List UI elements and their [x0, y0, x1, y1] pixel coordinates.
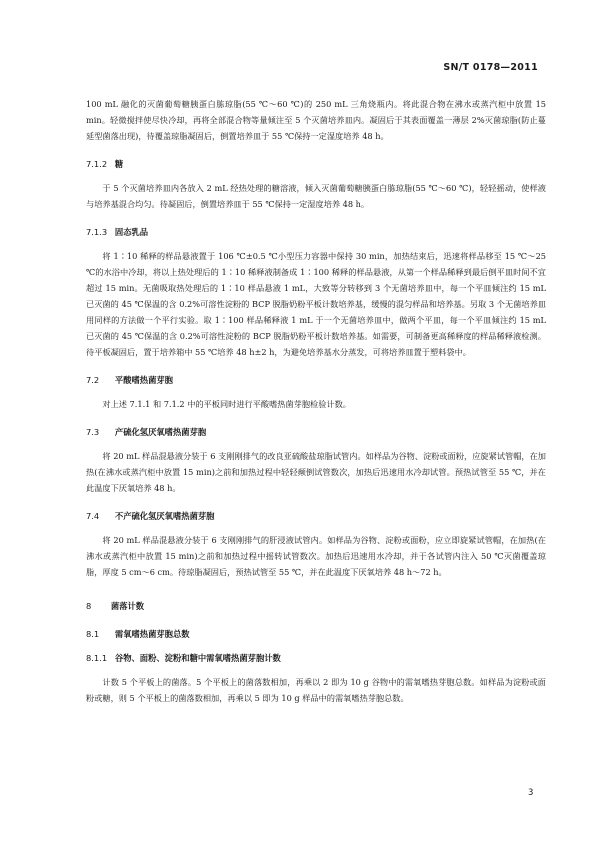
heading-number: 7.4 [86, 511, 100, 521]
paragraph-7-2: 对上述 7.1.1 和 7.1.2 中的平板同时进行平酸嗜热菌芽胞检验计数。 [102, 399, 351, 409]
paragraph-7-3: 将 20 mL 样品混悬液分装于 6 支刚刚排气的改良亚硫酸盐琼脂试管内。如样品为谷物、淀粉或面粉，应旋紧试管帽，在加热(在沸水或蒸汽柜中放置 15 min)之前和加热过程中轻轻颠倒试管数次，加热后迅速用水冷却试管。预热试管至 55 ℃，并在此温度下厌氧培养 48 h。 [86, 451, 546, 493]
heading-8-1 [86, 626, 546, 642]
heading-number: 8.1 [86, 629, 100, 639]
heading-number: 7.1.3 [86, 227, 108, 237]
heading-title: 谷物、面粉、淀粉和糖中需氧嗜热菌芽胞计数 [114, 653, 281, 663]
heading-number: 7.3 [86, 427, 100, 437]
heading-7-1-3 [86, 224, 546, 240]
heading-8 [86, 598, 546, 614]
heading-number: 8.1.1 [86, 653, 108, 663]
heading-title: 不产硫化氢厌氧嗜热菌芽胞 [114, 511, 215, 521]
paragraph-8-1-1: 计数 5 个平板上的菌落。5 个平板上的菌落数相加，再乘以 2 即为 10 g 谷物中的需氧嗜热芽胞总数。如样品为淀粉或面粉或糖，则 5 个平板上的菌落数相加，再乘以 5 即为 10 g 样品中的需氧嗜热芽胞总数。 [86, 677, 546, 703]
heading-number: 8 [86, 601, 92, 611]
heading-title: 固态乳品 [114, 227, 149, 237]
heading-8-1-1 [86, 650, 546, 666]
heading-7-3 [86, 424, 546, 440]
heading-title: 产硫化氢厌氧嗜热菌芽胞 [114, 427, 207, 437]
paragraph-7-4: 将 20 mL 样品混悬液分装于 6 支刚刚排气的肝浸液试管内。如样品为谷物、淀粉或面粉，应立即旋紧试管帽，在加热(在沸水或蒸汽柜中放置 15 min)之前和加热过程中摇转试管数次。加热后迅速用水冷却，并于各试管内注入 50 ℃灭菌覆盖琼脂，厚度 5 cm～6 cm。待琼脂凝固后，预热试管至 55 ℃，并在此温度下厌氧培养 48 h～72 h。 [86, 535, 546, 577]
paragraph-7-1-3: 将 1∶10 稀释的样品悬液置于 106 ℃±0.5 ℃小型压力容器中保持 30 min，加热结束后，迅速将样品移至 15 ℃～25 ℃的水浴中冷却，将以上热处理后的 1∶10 稀释液制备成 1∶100 稀释的样品悬液，从第一个样品稀释到最后倒平皿时间不宜超过 15 min。无菌吸取热处理后的 1∶10 样品悬液 1 mL，大致等分转移到 3 个无菌培养皿中，每一个平皿倾注约 15 mL 已灭菌的 45 ℃保温的含 0.2%可溶性淀粉的 BCP 脱脂奶粉平板计数培养基，缓慢的混匀样品和培养基。另取 3 个无菌培养皿用同样的方法做一个平行实验。取 1∶100 样品稀释液 1 mL 于一个无菌培养皿中，做两个平皿，每一个平皿倾注约 15 mL 已灭菌的 45 ℃保温的含 0.2%可溶性淀粉的 BCP 脱脂奶粉平板计数培养基。如需要，可制备更高稀释度的样品稀释液检测。待平板凝固后，置于培养箱中 55 ℃培养 48 h±2 h，为避免培养基水分蒸发，可将培养皿置于塑料袋中。 [86, 251, 546, 357]
heading-7-2 [86, 372, 546, 388]
heading-title: 平酸嗜热菌芽胞 [114, 375, 173, 385]
standard-code: SN/T 0178—2011 [443, 62, 538, 73]
heading-title: 需氧嗜热菌芽胞总数 [114, 629, 190, 639]
heading-number: 7.2 [86, 375, 100, 385]
page-content [86, 96, 546, 706]
heading-title: 糖 [114, 159, 124, 169]
heading-7-4 [86, 508, 546, 524]
heading-title: 菌落计数 [110, 601, 145, 611]
heading-7-1-2 [86, 156, 546, 172]
page-number: 3 [528, 788, 534, 798]
intro-paragraph: 100 mL 融化的灭菌葡萄糖胰蛋白胨琼脂(55 ℃～60 ℃)的 250 mL 三角烧瓶内。将此混合物在沸水或蒸汽柜中放置 15 min。轻微搅拌使尽快冷却，再将全部混合物等量倾注至 5 个灭菌培养皿内。凝固后于其表面覆盖一薄层 2%灭菌琼脂(防止蔓延型菌落出现)，待覆盖琼脂凝固后，倒置培养皿于 55 ℃保持一定湿度培养 48 h。 [86, 99, 546, 141]
heading-number: 7.1.2 [86, 159, 108, 169]
paragraph-7-1-2: 于 5 个灭菌培养皿内各放入 2 mL 经热处理的糖溶液，倾入灭菌葡萄糖胰蛋白胨琼脂(55 ℃～60 ℃)，轻轻摇动，使样液与培养基混合均匀。待凝固后，倒置培养皿于 55 ℃保持一定湿度培养 48 h。 [86, 183, 546, 209]
